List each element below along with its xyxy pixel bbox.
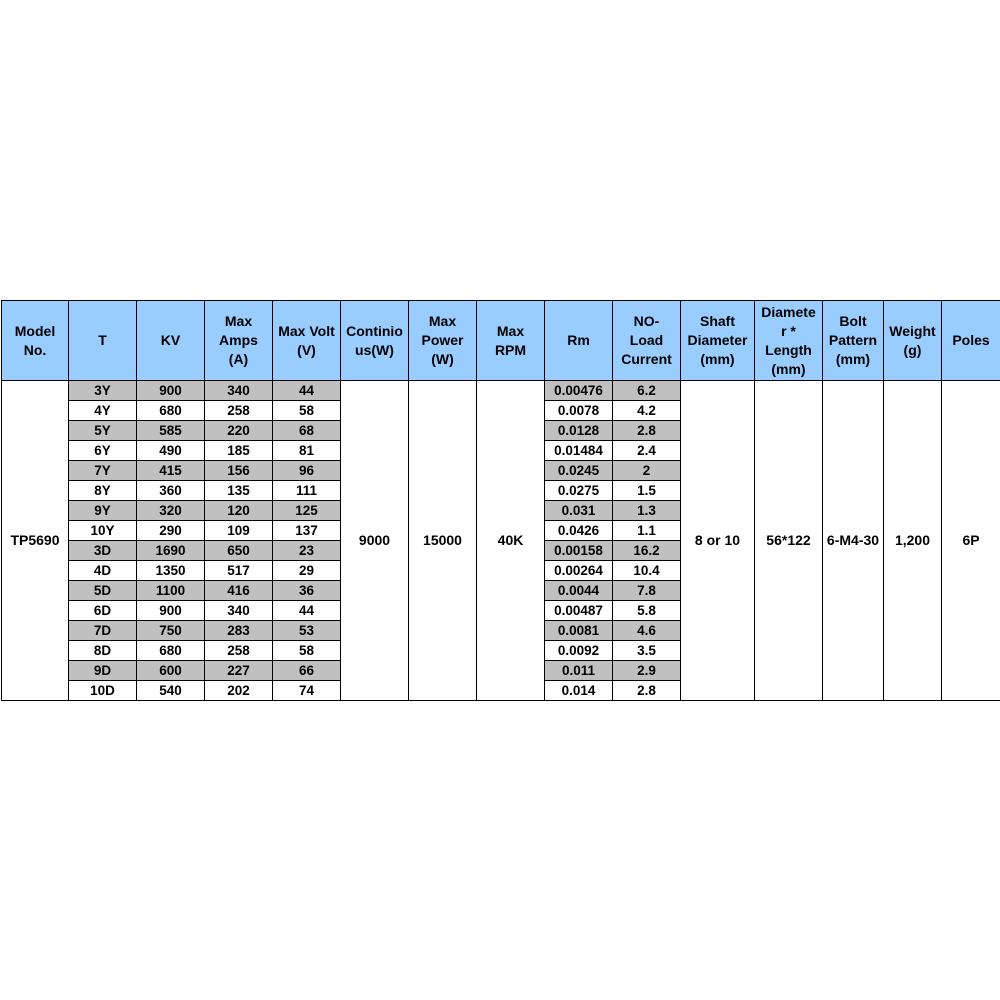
t-cell: 6D	[69, 601, 137, 621]
kv-cell: 680	[137, 401, 205, 421]
t-cell: 9Y	[69, 501, 137, 521]
header-rm: Rm	[545, 301, 613, 381]
max-amps-cell: 227	[205, 661, 273, 681]
max-amps-cell: 517	[205, 561, 273, 581]
shaft-diameter-cell: 8 or 10	[681, 381, 755, 701]
table-row	[2, 381, 1000, 401]
max-volt-cell: 125	[273, 501, 341, 521]
max-amps-cell: 135	[205, 481, 273, 501]
rm-cell: 0.014	[545, 681, 613, 701]
t-cell: 10D	[69, 681, 137, 701]
max-amps-cell: 185	[205, 441, 273, 461]
rm-cell: 0.011	[545, 661, 613, 681]
kv-cell: 320	[137, 501, 205, 521]
max-volt-cell: 111	[273, 481, 341, 501]
max-volt-cell: 36	[273, 581, 341, 601]
header-weight: Weight (g)	[884, 301, 942, 381]
no-load-current-cell: 1.3	[613, 501, 681, 521]
max-volt-cell: 58	[273, 641, 341, 661]
no-load-current-cell: 5.8	[613, 601, 681, 621]
max-rpm-cell: 40K	[477, 381, 545, 701]
rm-cell: 0.0426	[545, 521, 613, 541]
max-volt-cell: 23	[273, 541, 341, 561]
rm-cell: 0.0092	[545, 641, 613, 661]
max-amps-cell: 120	[205, 501, 273, 521]
no-load-current-cell: 4.2	[613, 401, 681, 421]
no-load-current-cell: 16.2	[613, 541, 681, 561]
header-no-load-current: NO- Load Current	[613, 301, 681, 381]
rm-cell: 0.01484	[545, 441, 613, 461]
no-load-current-cell: 2.8	[613, 421, 681, 441]
rm-cell: 0.0044	[545, 581, 613, 601]
max-volt-cell: 74	[273, 681, 341, 701]
no-load-current-cell: 4.6	[613, 621, 681, 641]
t-cell: 4D	[69, 561, 137, 581]
t-cell: 7D	[69, 621, 137, 641]
no-load-current-cell: 2	[613, 461, 681, 481]
poles-cell: 6P	[942, 381, 1000, 701]
max-amps-cell: 650	[205, 541, 273, 561]
max-volt-cell: 29	[273, 561, 341, 581]
kv-cell: 490	[137, 441, 205, 461]
table-body	[2, 381, 1000, 701]
t-cell: 10Y	[69, 521, 137, 541]
kv-cell: 415	[137, 461, 205, 481]
no-load-current-cell: 1.1	[613, 521, 681, 541]
bolt-pattern-cell: 6-M4-30	[823, 381, 884, 701]
t-cell: 6Y	[69, 441, 137, 461]
header-bolt-pattern: Bolt Pattern (mm)	[823, 301, 884, 381]
max-amps-cell: 156	[205, 461, 273, 481]
no-load-current-cell: 2.9	[613, 661, 681, 681]
rm-cell: 0.00158	[545, 541, 613, 561]
rm-cell: 0.0078	[545, 401, 613, 421]
max-amps-cell: 202	[205, 681, 273, 701]
model-number-cell: TP5690	[2, 381, 69, 701]
rm-cell: 0.0275	[545, 481, 613, 501]
t-cell: 3Y	[69, 381, 137, 401]
max-amps-cell: 283	[205, 621, 273, 641]
no-load-current-cell: 3.5	[613, 641, 681, 661]
max-volt-cell: 68	[273, 421, 341, 441]
header-diameter-length: Diamete r * Length (mm)	[755, 301, 823, 381]
kv-cell: 1350	[137, 561, 205, 581]
rm-cell: 0.00476	[545, 381, 613, 401]
t-cell: 5Y	[69, 421, 137, 441]
kv-cell: 1690	[137, 541, 205, 561]
header-max-power: Max Power (W)	[409, 301, 477, 381]
t-cell: 3D	[69, 541, 137, 561]
header-shaft-diameter: Shaft Diameter (mm)	[681, 301, 755, 381]
header-max-rpm: Max RPM	[477, 301, 545, 381]
max-amps-cell: 340	[205, 601, 273, 621]
max-volt-cell: 44	[273, 601, 341, 621]
no-load-current-cell: 2.4	[613, 441, 681, 461]
t-cell: 8D	[69, 641, 137, 661]
diameter-length-cell: 56*122	[755, 381, 823, 701]
no-load-current-cell: 7.8	[613, 581, 681, 601]
kv-cell: 290	[137, 521, 205, 541]
kv-cell: 360	[137, 481, 205, 501]
header-continuous: Continio us(W)	[341, 301, 409, 381]
max-amps-cell: 258	[205, 401, 273, 421]
t-cell: 4Y	[69, 401, 137, 421]
t-cell: 9D	[69, 661, 137, 681]
rm-cell: 0.0245	[545, 461, 613, 481]
no-load-current-cell: 1.5	[613, 481, 681, 501]
max-amps-cell: 220	[205, 421, 273, 441]
max-volt-cell: 58	[273, 401, 341, 421]
rm-cell: 0.031	[545, 501, 613, 521]
kv-cell: 585	[137, 421, 205, 441]
kv-cell: 600	[137, 661, 205, 681]
no-load-current-cell: 10.4	[613, 561, 681, 581]
header-t: T	[69, 301, 137, 381]
max-amps-cell: 258	[205, 641, 273, 661]
header-row	[2, 301, 1000, 381]
header-poles: Poles	[942, 301, 1000, 381]
kv-cell: 540	[137, 681, 205, 701]
max-volt-cell: 44	[273, 381, 341, 401]
t-cell: 7Y	[69, 461, 137, 481]
header-max-amps: Max Amps (A)	[205, 301, 273, 381]
kv-cell: 900	[137, 381, 205, 401]
header-max-volt: Max Volt (V)	[273, 301, 341, 381]
rm-cell: 0.0128	[545, 421, 613, 441]
max-amps-cell: 109	[205, 521, 273, 541]
no-load-current-cell: 2.8	[613, 681, 681, 701]
rm-cell: 0.0081	[545, 621, 613, 641]
continuous-cell: 9000	[341, 381, 409, 701]
weight-cell: 1,200	[884, 381, 942, 701]
t-cell: 8Y	[69, 481, 137, 501]
max-amps-cell: 416	[205, 581, 273, 601]
kv-cell: 1100	[137, 581, 205, 601]
kv-cell: 750	[137, 621, 205, 641]
rm-cell: 0.00487	[545, 601, 613, 621]
max-volt-cell: 53	[273, 621, 341, 641]
max-volt-cell: 66	[273, 661, 341, 681]
max-power-cell: 15000	[409, 381, 477, 701]
max-volt-cell: 137	[273, 521, 341, 541]
max-volt-cell: 81	[273, 441, 341, 461]
rm-cell: 0.00264	[545, 561, 613, 581]
max-volt-cell: 96	[273, 461, 341, 481]
motor-spec-table	[1, 300, 1000, 701]
t-cell: 5D	[69, 581, 137, 601]
header-model: Model No.	[2, 301, 69, 381]
header-kv: KV	[137, 301, 205, 381]
max-amps-cell: 340	[205, 381, 273, 401]
no-load-current-cell: 6.2	[613, 381, 681, 401]
kv-cell: 900	[137, 601, 205, 621]
kv-cell: 680	[137, 641, 205, 661]
